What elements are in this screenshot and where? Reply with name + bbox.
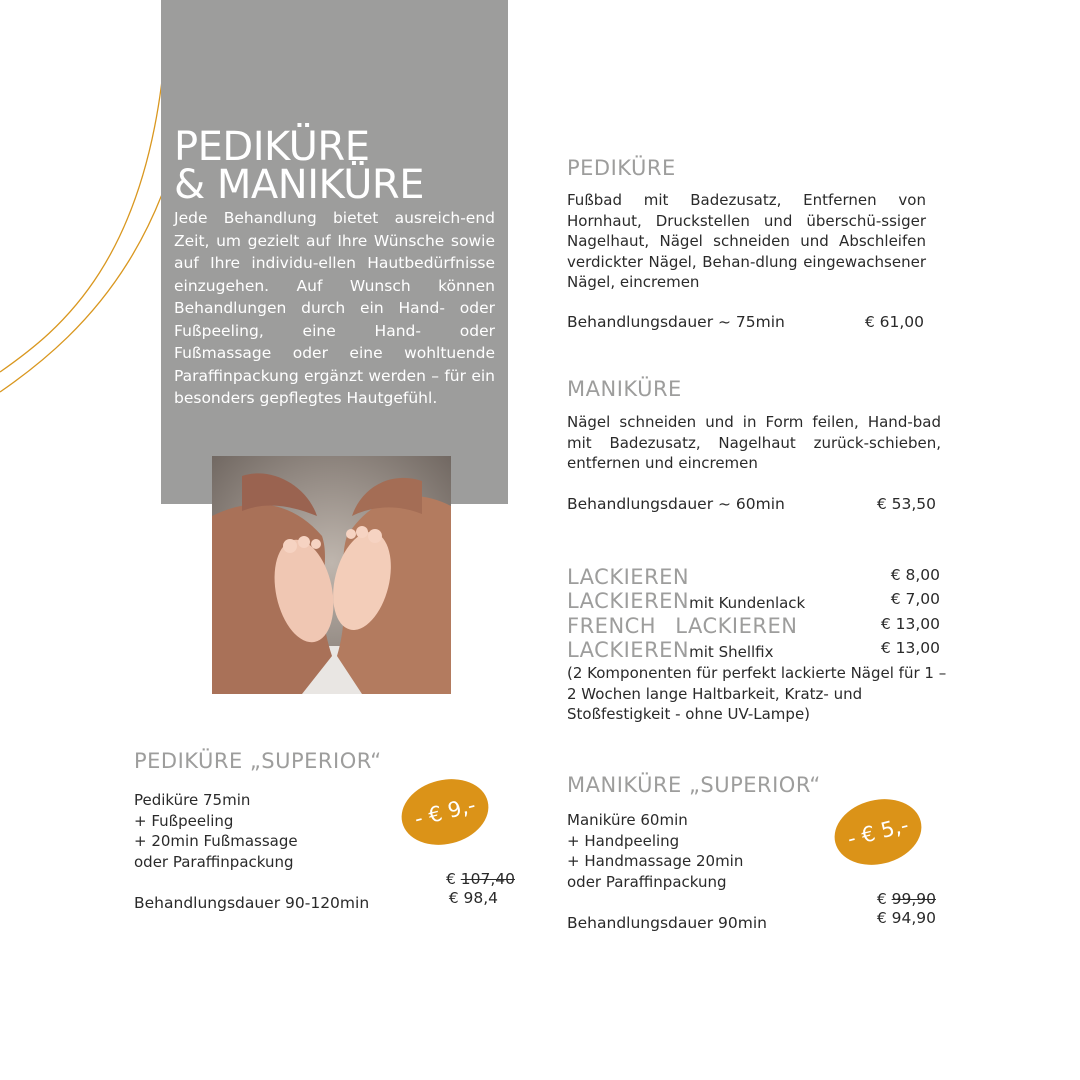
list-item: + Handpeeling xyxy=(567,831,680,850)
old-price xyxy=(415,869,515,889)
lackieren-row-title: LACKIEREN xyxy=(567,565,690,589)
discount-badge: - € 9,- xyxy=(395,770,496,853)
lackieren-row xyxy=(567,614,797,638)
old-price-currency: € xyxy=(876,890,887,908)
lackieren-row-sub: mit Kundenlack xyxy=(689,594,806,612)
photo-hands-and-baby-feet xyxy=(212,456,451,694)
list-item: oder Paraffinpackung xyxy=(134,852,294,871)
page-title xyxy=(174,124,424,208)
lackieren-row xyxy=(567,638,774,662)
manikuere-duration: Behandlungsdauer ~ 60min xyxy=(567,495,785,513)
manikuere-superior-duration: Behandlungsdauer 90min xyxy=(567,914,767,932)
lackieren-row-price: € 8,00 xyxy=(890,566,940,584)
list-item: Maniküre 60min xyxy=(567,811,688,829)
old-price-value: 99,90 xyxy=(891,890,936,908)
manikuere-title: MANIKÜRE xyxy=(567,377,682,401)
lackieren-row-title: LACKIEREN xyxy=(567,589,690,613)
lackieren-row-price: € 13,00 xyxy=(880,615,940,633)
pedikuere-superior-list xyxy=(134,790,298,872)
manikuere-superior-list xyxy=(567,810,743,892)
old-price xyxy=(836,889,936,909)
list-item: Pediküre 75min xyxy=(134,791,251,809)
lackieren-row-price: € 13,00 xyxy=(880,639,940,657)
new-price: € 94,90 xyxy=(876,909,936,927)
pedikuere-duration: Behandlungsdauer ~ 75min xyxy=(567,313,785,331)
pedikuere-superior-duration: Behandlungsdauer 90-120min xyxy=(134,894,370,912)
pedikuere-price: € 61,00 xyxy=(864,313,924,331)
list-item: + 20min Fußmassage xyxy=(134,832,298,850)
lackieren-row xyxy=(567,565,689,589)
title-line-1: PEDIKÜRE xyxy=(174,124,370,170)
pedikuere-description: Fußbad mit Badezusatz, Entfernen von Hornhaut, Druckstellen und überschü-ssiger Nagelhaut, Nägel schneiden und Abschleifen verdickter Nägel, Behan-dlung eingewachsener Nägel, eincremen xyxy=(567,191,926,291)
lackieren-row-title: LACKIEREN xyxy=(567,638,690,662)
manikuere-description: Nägel schneiden und in Form feilen, Hand-bad mit Badezusatz, Nagelhaut zurück-schieben, entfernen und eincremen xyxy=(567,413,941,472)
lackieren-row-title: FRENCH LACKIEREN xyxy=(567,614,798,638)
lackieren-row-sub: mit Shellfix xyxy=(689,643,774,661)
list-item: oder Paraffinpackung xyxy=(567,872,727,891)
lackieren-row-price: € 7,00 xyxy=(890,590,940,608)
new-price: € 98,4 xyxy=(448,889,498,907)
list-item: + Handmassage 20min xyxy=(567,852,744,870)
discount-badge: - € 5,- xyxy=(828,790,929,873)
title-line-2: & MANIKÜRE xyxy=(174,162,424,208)
manikuere-price: € 53,50 xyxy=(876,495,936,513)
list-item: + Fußpeeling xyxy=(134,811,234,830)
pedikuere-title: PEDIKÜRE xyxy=(567,156,676,180)
old-price-currency: € xyxy=(445,870,456,888)
pedikuere-superior-title: PEDIKÜRE „SUPERIOR“ xyxy=(134,749,382,773)
manikuere-superior-title: MANIKÜRE „SUPERIOR“ xyxy=(567,773,821,797)
lackieren-note: (2 Komponenten für perfekt lackierte Nägel für 1 – 2 Wochen lange Haltbarkeit, Kratz- und Stoßfestigkeit - ohne UV-Lampe) xyxy=(567,664,947,723)
intro-text: Jede Behandlung bietet ausreich-end Zeit, um gezielt auf Ihre Wünsche sowie auf Ihre individu-ellen Hautbedürfnisse einzugehen. Auf Wunsch können Behandlungen durch ein Hand- oder Fußpeeling, eine Hand- oder Fußmassage oder eine wohltuende Paraffinpackung ergänzt werden – für ein besonders gepflegtes Hautgefühl. xyxy=(174,209,495,407)
lackieren-row xyxy=(567,589,805,613)
old-price-value: 107,40 xyxy=(460,870,515,888)
